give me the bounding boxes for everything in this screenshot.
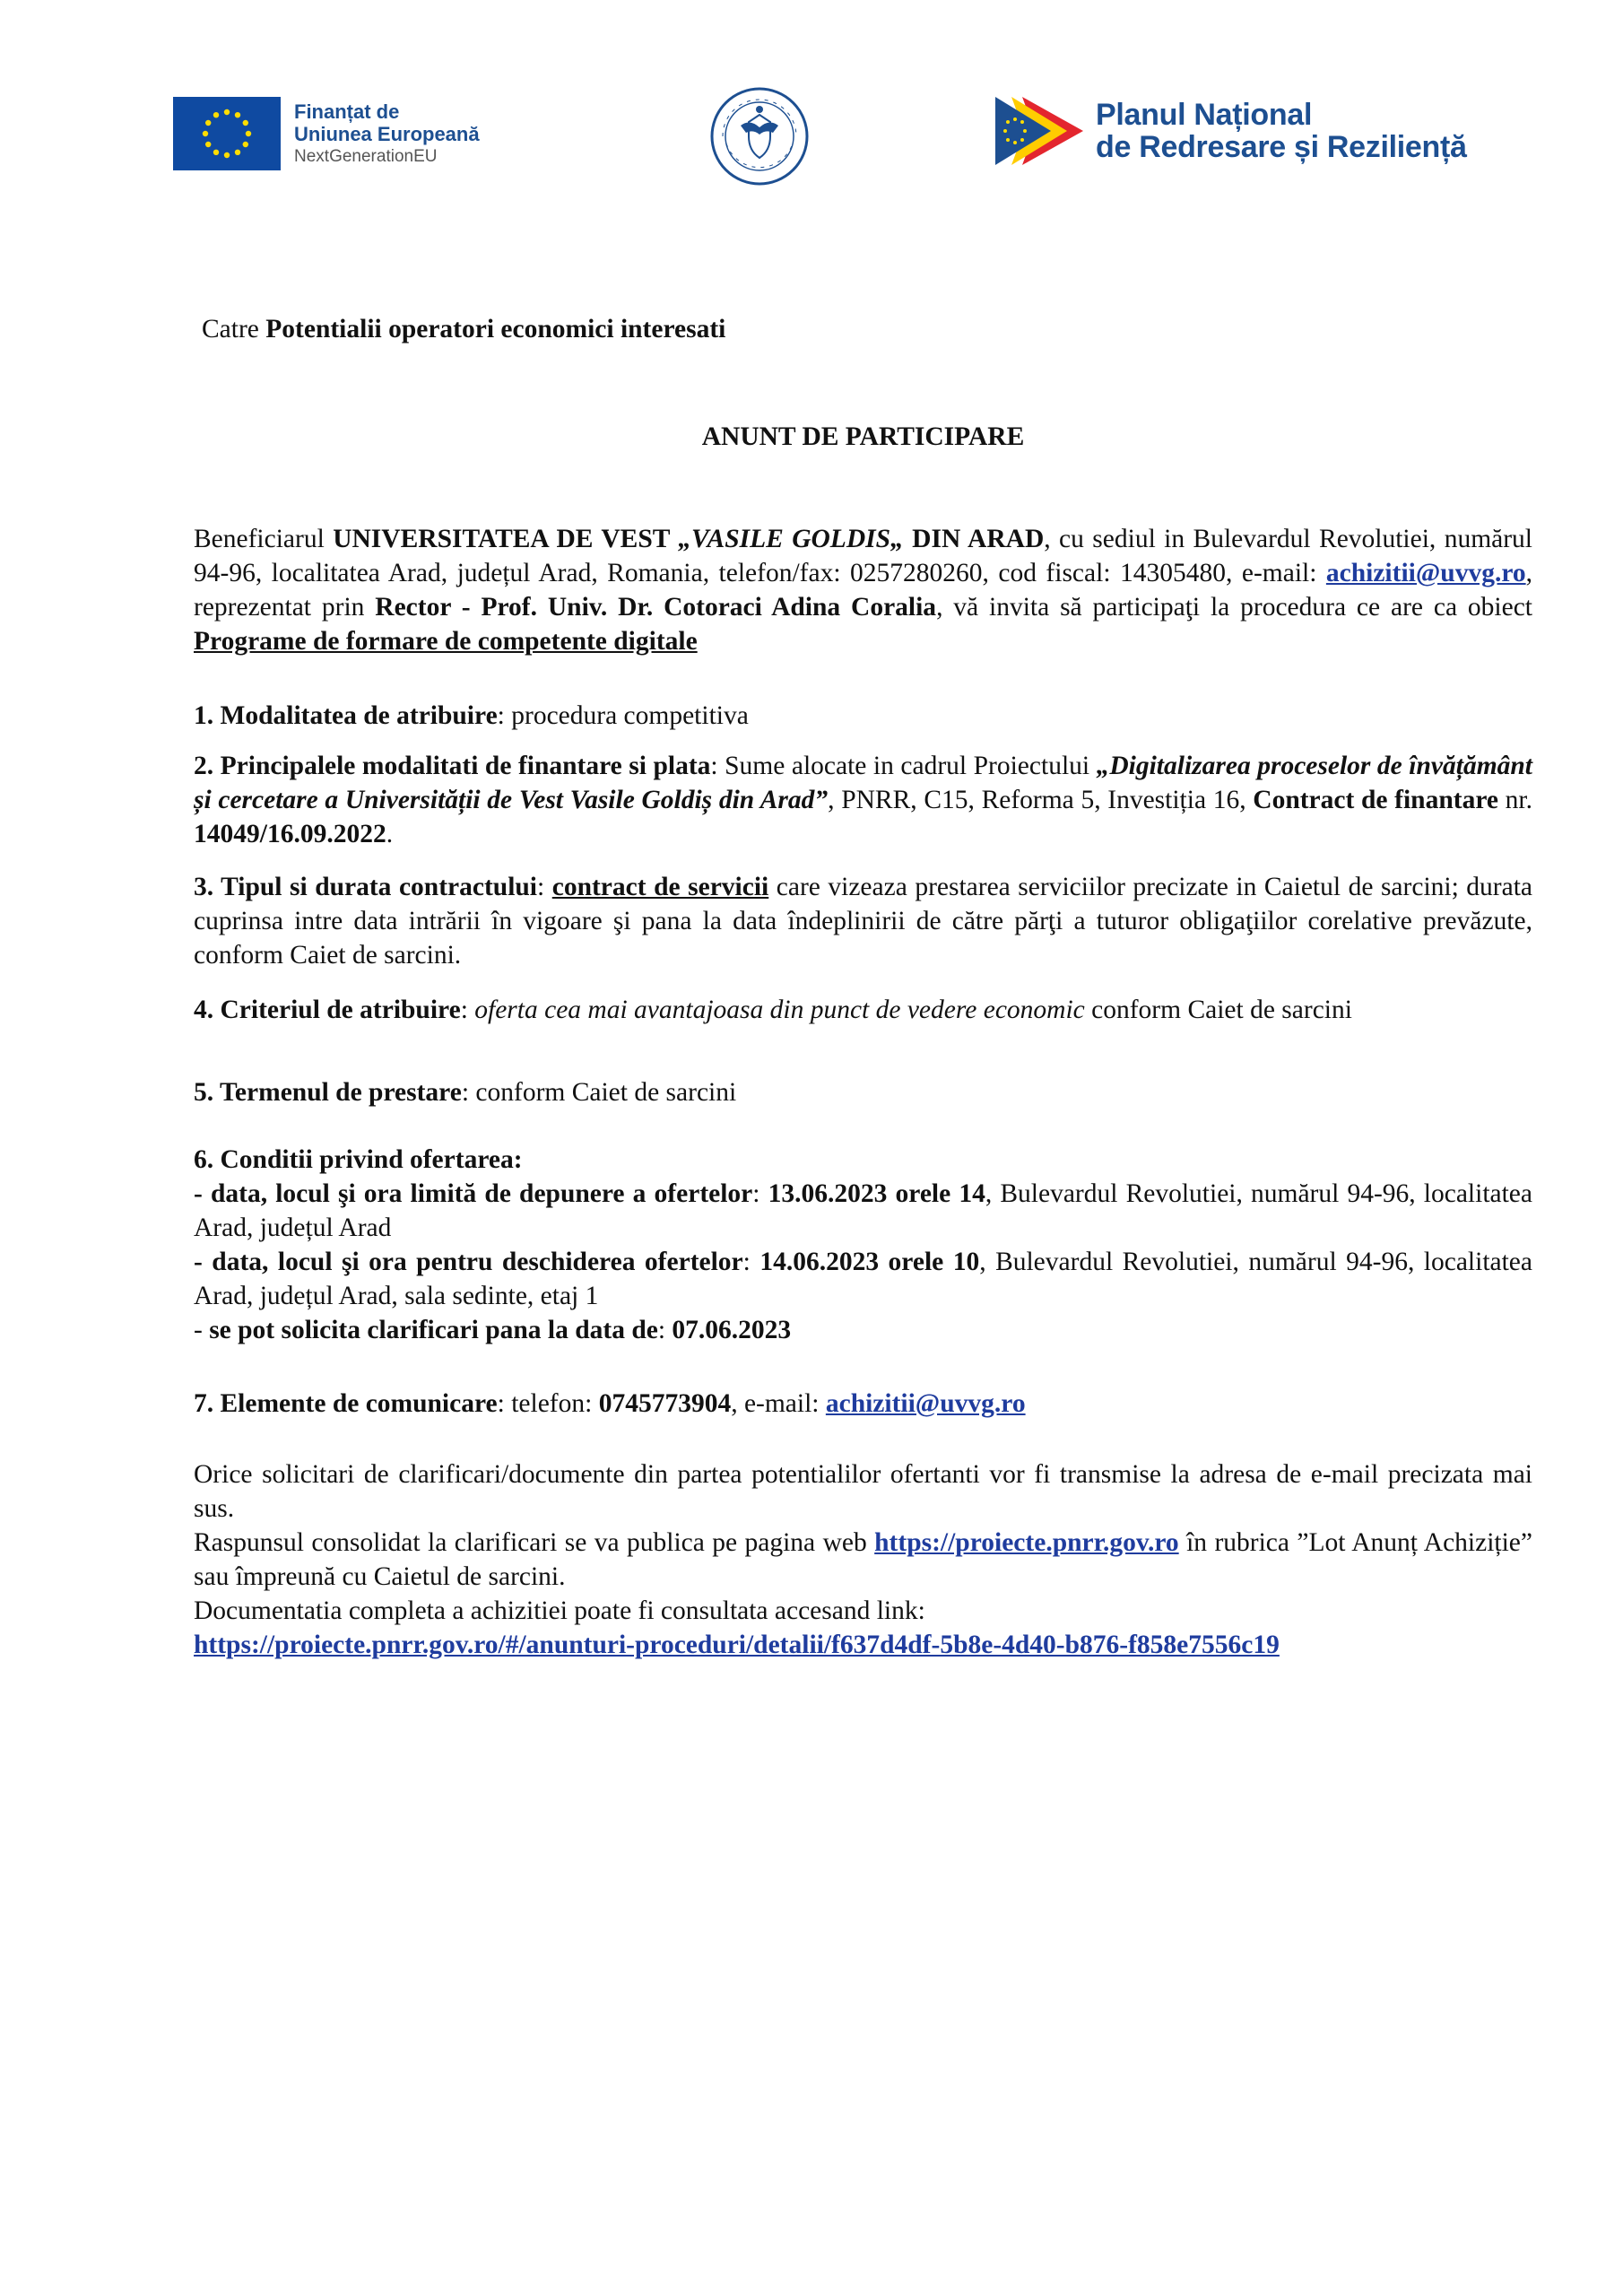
eu-line-1: Finanțat de	[294, 100, 400, 123]
documentation-link[interactable]: https://proiecte.pnrr.gov.ro/#/anunturi-proceduri/detalii/f637d4df-5b8e-4d40-b876-f858e7556c19	[194, 1631, 1280, 1659]
closing-paragraph-2	[194, 1526, 1532, 1594]
section-1-label: 1. Modalitatea de atribuire	[194, 701, 498, 730]
closing-text: Raspunsul consolidat la clarificari se va publica pe pagina web	[194, 1528, 875, 1557]
closing-paragraph-4	[194, 1628, 1532, 1662]
offer-deadline-value: 13.06.2023 orele 14	[768, 1179, 985, 1208]
section-4	[194, 993, 1532, 1027]
pnrr-website-link[interactable]: https://proiecte.pnrr.gov.ro	[874, 1528, 1179, 1557]
section-2-text: : Sume alocate in cadrul Proiectului	[710, 752, 1097, 780]
section-4-sep: :	[460, 996, 475, 1024]
intro-text-3: , vă invita să participaţi la procedura ce are ca obiect	[936, 593, 1533, 622]
section-6	[194, 1143, 1532, 1347]
section-3	[194, 870, 1532, 972]
university-name-italic: „VASILE GOLDIS„	[678, 525, 904, 553]
section-4-label: 4. Criteriul de atribuire	[194, 996, 461, 1024]
recipient-name: Potentialii operatori economici interesati	[265, 315, 726, 344]
eu-line-3: NextGenerationEU	[294, 146, 438, 166]
clarification-label: se pot solicita clarificari pana la data de	[209, 1316, 658, 1344]
intro-paragraph	[194, 522, 1532, 658]
title-text: ANUNT DE PARTICIPARE	[701, 422, 1025, 451]
pnrr-line-2: de Redresare și Reziliență	[1096, 130, 1467, 164]
contract-number: 14049/16.09.2022	[194, 820, 386, 848]
section-3-text: care vizeaza prestarea serviciilor precizate in Caietul de sarcini; durata cuprinsa intre data intrării în vigoare şi pana la data îndeplinirii de către părţi a tuturor obligaţiilor corelative prevăzute, conform Caiet de sarcini.	[194, 873, 1533, 970]
phone-number: 0745773904	[598, 1389, 732, 1418]
opening-label: - data, locul şi ora pentru deschiderea ofertelor	[194, 1248, 743, 1276]
section-3-label: 3. Tipul si durata contractului	[194, 873, 537, 901]
pnrr-arrows-icon	[995, 97, 1083, 165]
section-5-text: : conform Caiet de sarcini	[461, 1078, 737, 1107]
section-1	[194, 699, 1532, 733]
university-name: UNIVERSITATEA DE VEST	[333, 525, 679, 553]
sep: :	[752, 1179, 768, 1208]
contract-label: Contract de finantare	[1253, 786, 1498, 814]
section-1-text: : procedura competitiva	[497, 701, 749, 730]
intro-address: , cu sediul in Bulevardul Revolutiei, numărul 94-96, localitatea Arad, județul Arad, Romania, telefon/fax: 0257280260, cod fiscal: 14305480, e-mail:	[194, 525, 1533, 587]
eu-funding-logo	[173, 97, 480, 170]
section-5-label: 5. Termenul de prestare	[194, 1078, 462, 1107]
section-6-heading	[194, 1143, 1532, 1177]
section-2	[194, 749, 1532, 851]
section-5	[194, 1075, 1532, 1109]
award-criterion: oferta cea mai avantajoasa din punct de vedere economic	[474, 996, 1085, 1024]
eu-funding-text	[294, 100, 480, 168]
intro-text: Beneficiarul	[194, 525, 334, 553]
eu-line-2: Uniunea Europeană	[294, 122, 480, 145]
contact-email-link[interactable]: achizitii@uvvg.ro	[825, 1389, 1026, 1418]
email-label: , e-mail:	[731, 1389, 826, 1418]
section-6-line-3	[194, 1313, 1532, 1347]
phone-label: : telefon:	[497, 1389, 599, 1418]
section-2-label: 2. Principalele modalitati de finantare si plata	[194, 752, 711, 780]
pnrr-logo	[995, 97, 1467, 165]
section-2-text-2: , PNRR, C15, Reforma 5, Investiția 16,	[828, 786, 1254, 814]
rector-name: Rector - Prof. Univ. Dr. Cotoraci Adina Coralia	[375, 593, 937, 622]
section-7-label: 7. Elemente de comunicare	[194, 1389, 498, 1418]
document-title	[194, 420, 1532, 454]
eu-flag-icon	[173, 97, 281, 170]
offer-deadline-label: - data, locul şi ora limită de depunere a ofertelor	[194, 1179, 753, 1208]
procedure-object: Programe de formare de competente digitale	[194, 627, 698, 656]
section-2-text-3: nr.	[1497, 786, 1532, 814]
opening-place: , Bulevardul Revolutiei, numărul 94-96, localitatea Arad, județul Arad, sala sedinte, etaj 1	[194, 1248, 1532, 1310]
closing-paragraph-1: Orice solicitari de clarificari/documente din partea potentialilor ofertanti vor fi transmise la adresa de e-mail precizata mai sus.	[194, 1460, 1532, 1523]
section-2-text-4: .	[386, 820, 394, 848]
section-6-label: 6. Conditii privind ofertarea:	[194, 1145, 523, 1174]
recipient-line	[202, 312, 1541, 346]
section-6-line-1	[194, 1177, 1532, 1245]
romanian-government-seal-icon	[708, 83, 811, 190]
intro-email-link[interactable]: achizitii@uvvg.ro	[1325, 559, 1526, 587]
recipient-prefix: Catre	[202, 315, 266, 344]
offer-deadline-place: , Bulevardul Revolutiei, numărul 94-96, localitatea Arad, județul Arad	[194, 1179, 1532, 1242]
clarification-date: 07.06.2023	[672, 1316, 792, 1344]
closing-block	[194, 1457, 1532, 1662]
sep: :	[742, 1248, 760, 1276]
section-3-sep: :	[537, 873, 552, 901]
section-7	[194, 1387, 1532, 1421]
contract-type: contract de servicii	[551, 873, 769, 901]
sep: :	[657, 1316, 673, 1344]
section-6-line-2	[194, 1245, 1532, 1313]
dash: -	[194, 1316, 210, 1344]
pnrr-line-1: Planul Național	[1096, 98, 1313, 132]
closing-paragraph-3: Documentatia completa a achizitiei poate fi consultata accesand link:	[194, 1596, 925, 1625]
intro-text-2: , reprezentat prin	[194, 559, 1532, 622]
project-name: „Digitalizarea proceselor de învățământ și cercetare a Universității de Vest Vasile Goldiș din Arad”	[194, 752, 1532, 814]
pnrr-text	[1096, 99, 1467, 163]
section-4-text: conform Caiet de sarcini	[1084, 996, 1352, 1024]
closing-text-2: în rubrica ”Lot Anunț Achiziție” sau împreună cu Caietul de sarcini.	[194, 1528, 1532, 1591]
university-city: DIN ARAD	[903, 525, 1045, 553]
opening-value: 14.06.2023 orele 10	[759, 1248, 980, 1276]
